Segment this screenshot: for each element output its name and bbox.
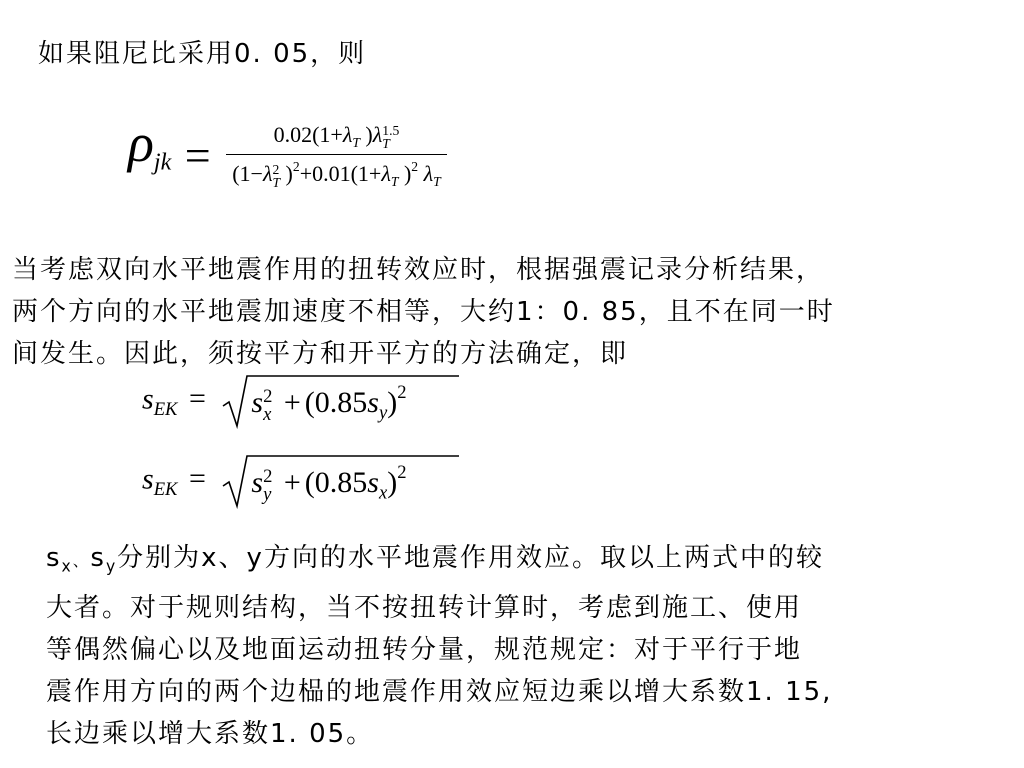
num-lambda2-supsub (382, 124, 399, 151)
num-lambda2-sub: T (382, 136, 390, 152)
sek2-close: ) (387, 465, 398, 499)
den-lambda: λ (262, 161, 273, 187)
den-plus-term: +0.01(1+ (299, 161, 382, 187)
paragraph-torsion-line3: 间发生。因此，须按平方和开平方的方法确定，即 (12, 339, 629, 369)
sek-formula-1 (142, 378, 409, 425)
sek2-sub: EK (153, 478, 178, 500)
sek2-t1: s (251, 465, 264, 499)
sx-symbol: s (46, 543, 62, 573)
sy-subscript: y (105, 557, 118, 576)
sx-sy-separator: 、 (72, 552, 91, 570)
rho-fraction (226, 122, 446, 190)
den-lambda-sup: 2 (272, 161, 280, 177)
num-lambda2-sup: 1.5 (382, 122, 400, 138)
sek-formula-2 (142, 458, 409, 505)
sek1-square: 2 (397, 382, 407, 403)
den-close: ) (285, 161, 293, 187)
den-lambda-supsub (272, 163, 280, 190)
sek2-plus: + (283, 465, 301, 499)
sek1-sub: EK (153, 398, 178, 420)
paragraph-code-rule-line1-rest: 分别为x、y方向的水平地震作用效应。取以上两式中的较 (117, 543, 824, 573)
paragraph-code-rule-line4: 震作用方向的两个边榀的地震作用效应短边乘以增大系数1. 15, (46, 677, 833, 708)
den-lambda-c: λ (423, 161, 434, 187)
rho-denominator (226, 155, 446, 190)
intro-text (38, 33, 366, 75)
sek1-s: s (142, 382, 154, 416)
paragraph-torsion-line1: 当考虑双向水平地震作用的扭转效应时，根据强震记录分析结果， (12, 255, 825, 285)
den-open: (1− (232, 161, 263, 187)
den-lambda-b: λ (381, 161, 391, 187)
sek2-t1-sup: 2 (263, 465, 273, 487)
sek2-t1-sub: y (263, 484, 272, 506)
sek2-t2-sub: x (378, 482, 388, 504)
sek2-open: (0.85 (304, 465, 368, 499)
num-coef: 0.02 (273, 122, 313, 148)
sqrt-sign-icon (221, 452, 461, 512)
sek1-close: ) (387, 385, 398, 419)
sek2-equals: = (188, 462, 206, 496)
den-lambda-sub: T (272, 175, 281, 191)
den-lambda-b-sub: T (390, 173, 399, 189)
sek1-t1-sup: 2 (263, 385, 273, 407)
den-lambda-c-sub: T (433, 173, 441, 189)
paragraph-code-rule-line3: 等偶然偏心以及地面运动扭转分量，规范规定：对于平行于地 (46, 635, 803, 666)
rho-equals: = (184, 130, 211, 182)
den-close-b: ) (403, 161, 412, 187)
paragraph-torsion-line2: 两个方向的水平地震加速度不相等，大约1：0. 85，且不在同一时 (12, 297, 835, 327)
rho-symbol: ρ (128, 113, 154, 173)
paragraph-code-rule (46, 537, 832, 755)
num-lambda-sub: T (352, 134, 360, 150)
sek1-equals: = (188, 382, 206, 416)
num-lambda2: λ (372, 122, 383, 148)
paragraph-code-rule-line1 (46, 537, 832, 587)
paragraph-torsion (12, 249, 835, 375)
sek1-t1-sub: x (263, 404, 272, 426)
sek1-t1: s (251, 385, 264, 419)
den-square: 2 (292, 158, 300, 174)
paragraph-code-rule-line5: 长边乘以增大系数1. 05。 (46, 719, 375, 750)
rho-numerator (226, 122, 446, 155)
num-paren-close: ) (365, 122, 373, 148)
sek2-square: 2 (397, 462, 407, 483)
sek1-t2-sub: y (378, 402, 388, 424)
sek1-open: (0.85 (304, 385, 368, 419)
num-paren-open: (1+ (312, 122, 343, 148)
sek2-t2: s (367, 465, 379, 499)
sx-subscript: x (61, 557, 73, 576)
sqrt-sign-icon (221, 372, 461, 432)
rho-subscript: jk (153, 149, 172, 176)
sek2-s: s (142, 462, 154, 496)
den-square-b: 2 (411, 158, 419, 174)
rho-formula (128, 112, 447, 190)
sy-symbol: s (90, 543, 106, 573)
sek1-t2: s (367, 385, 379, 419)
sek1-sqrt (221, 378, 408, 425)
num-lambda: λ (342, 122, 353, 148)
paragraph-code-rule-line2: 大者。对于规则结构，当不按扭转计算时，考虑到施工、使用 (46, 593, 803, 624)
intro-text-content: 如果阻尼比采用0. 05，则 (38, 39, 367, 69)
sek2-sqrt (221, 458, 408, 505)
sek1-plus: + (283, 385, 301, 419)
